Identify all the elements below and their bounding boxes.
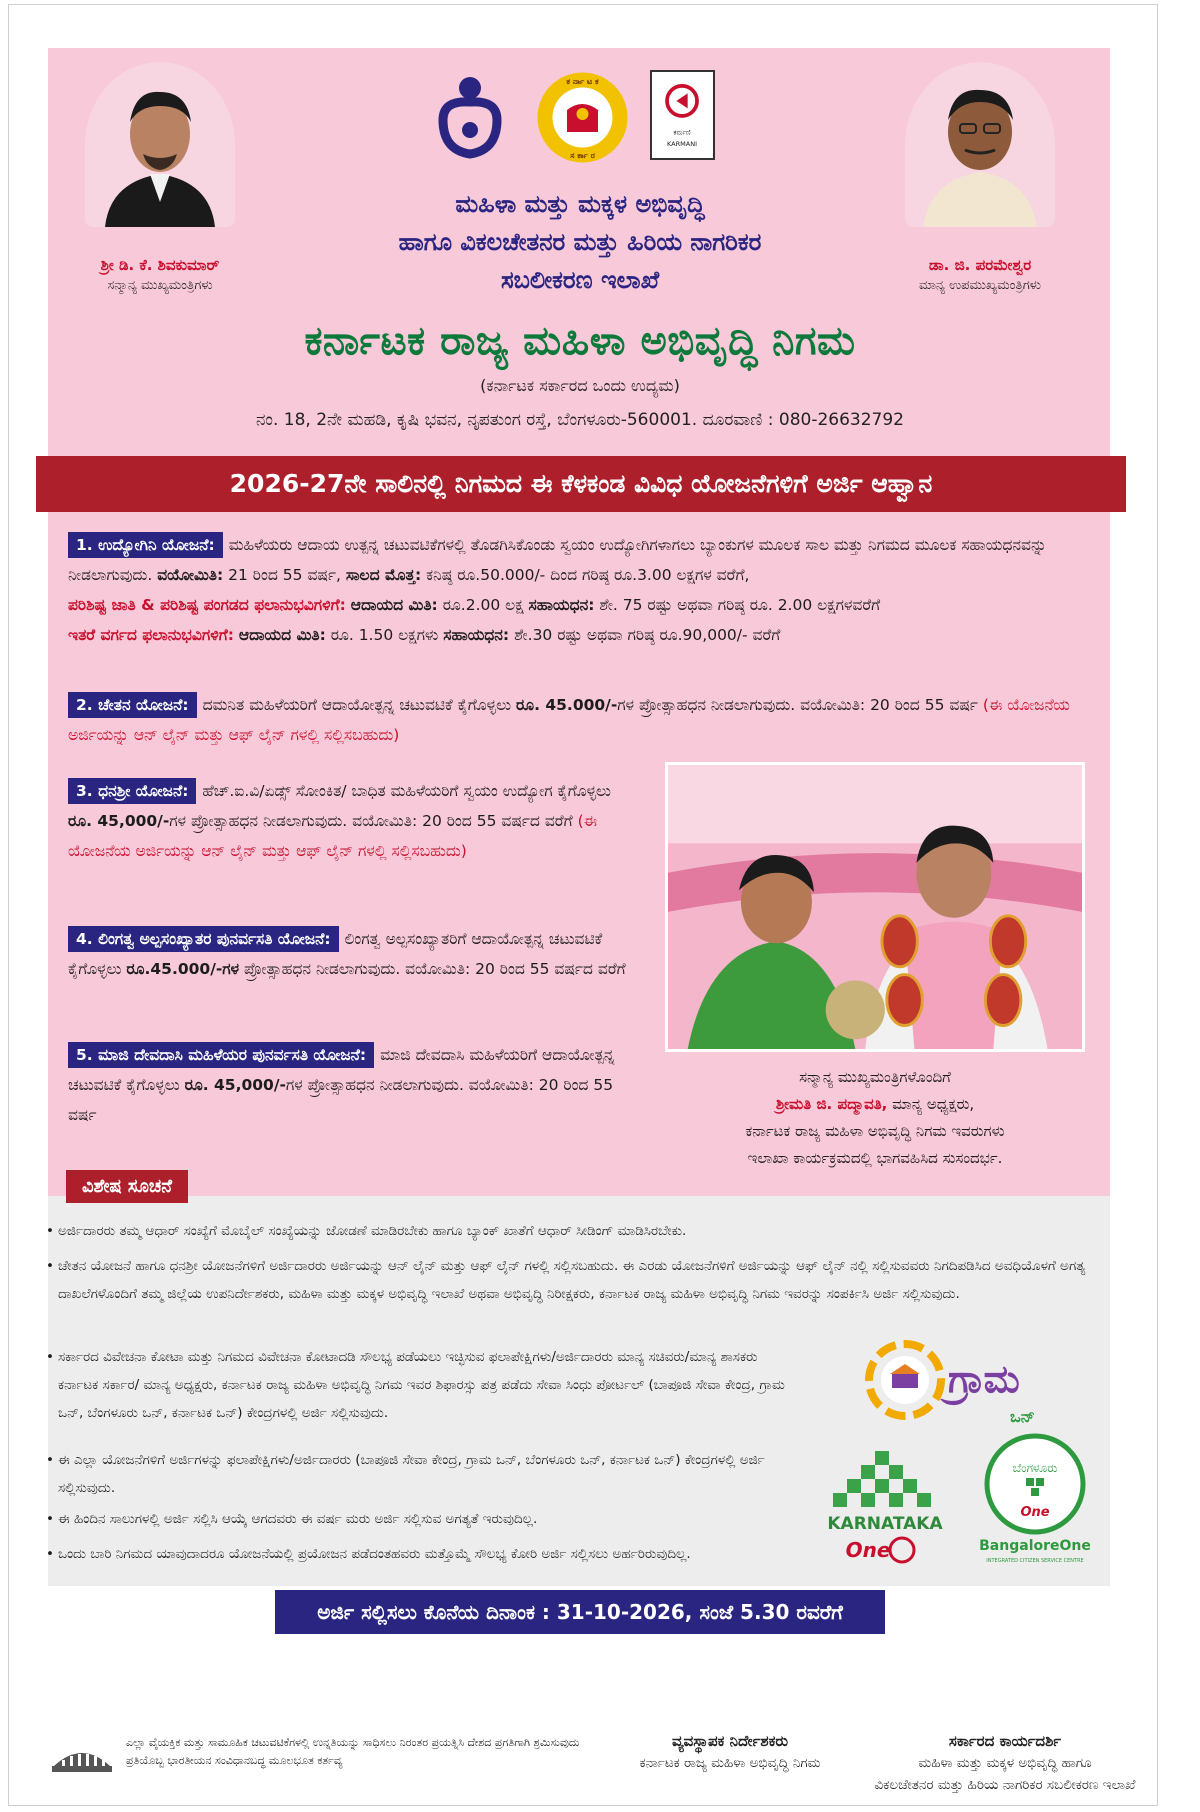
secretary-org-1: ಮಹಿಳಾ ಮತ್ತು ಮಕ್ಕಳ ಅಭಿವೃದ್ಧಿ ಹಾಗೂ	[918, 1755, 1092, 1771]
department-line-3: ಸಬಲೀಕರಣ ಇಲಾಖೆ	[500, 266, 660, 294]
department-line-2: ಹಾಗೂ ವಿಕಲಚೇತನರ ಮತ್ತು ಹಿರಿಯ ನಾಗರಿಕರ	[398, 228, 762, 256]
fundamental-duty-note: ಎಲ್ಲಾ ವೈಯಕ್ತಿಕ ಮತ್ತು ಸಾಮೂಹಿಕ ಚಟುವಟಿಕೆಗಳಲ್ಲಿ ಉನ್ನತಿಯನ್ನು ಸಾಧಿಸಲು ನಿರಂತರ ಪ್ರಯತ್ನಿಸಿ ದೇಶದ ಪ್ರಗತಿಗಾಗಿ ಶ್ರಮಿಸುವುದು ಪ್ರತಿಯೊಬ್ಬ ಭಾರತೀಯನ ಸಂವಿಧಾನಬದ್ಧ ಮೂಲಭೂತ ಕರ್ತವ್ಯ	[126, 1736, 580, 1767]
scheme-text: ದಮನಿತ ಮಹಿಳೆಯರಿಗೆ ಆದಾಯೋತ್ಪನ್ನ ಚಟುವಟಿಕೆ ಕೈಗೊಳ್ಳಲು	[202, 696, 512, 714]
sc-subsidy-label: ಸಹಾಯಧನ:	[528, 596, 595, 614]
scheme-title: 1. ಉದ್ಯೋಗಿನಿ ಯೋಜನೆ:	[68, 532, 223, 558]
scheme-amount: ರೂ. 45,000/-	[68, 812, 170, 830]
scheme-text: ಮಹಿಳೆಯರು ಆದಾಯ ಉತ್ಪನ್ನ ಚಟುವಟಿಕೆಗಳಲ್ಲಿ ತೊಡಗಿಸಿಕೊಂಡು ಸ್ವಯಂ ಉದ್ಯೋಗಿಗಳಾಗಲು ಬ್ಯಾಂಕುಗಳ ಮೂಲಕ ಸಾಲ ಮತ್ತು ನಿಗಮದ ಮೂಲಕ ಸಹಾಯಧನವನ್ನು ನೀಡಲಾಗುವುದು.	[68, 536, 1047, 584]
organization-title: ಕರ್ನಾಟಕ ರಾಜ್ಯ ಮಹಿಳಾ ಅಭಿವೃದ್ಧಿ ನಿಗಮ	[304, 318, 856, 364]
logo-row	[435, 70, 735, 170]
event-photo	[665, 762, 1085, 1052]
sc-st-label: ಪರಿಶಿಷ್ಟ ಜಾತಿ & ಪರಿಶಿಷ್ಟ ಪಂಗಡದ ಫಲಾನುಭವಿಗಳಿಗೆ:	[68, 596, 346, 614]
secretary-title: ಸರ್ಕಾರದ ಕಾರ್ಯದರ್ಶಿ	[948, 1732, 1062, 1750]
other-subsidy-value: ಶೇ.30 ರಷ್ಟು ಅಥವಾ ಗರಿಷ್ಠ ರೂ.90,000/- ವರೆಗೆ	[514, 626, 781, 644]
bangalore-one-mark: One	[1020, 1505, 1050, 1520]
caption-name: ಶ್ರೀಮತಿ ಜಿ. ಪದ್ಮಾವತಿ,	[775, 1095, 888, 1113]
footer-note-block	[48, 1728, 608, 1788]
scheme-note: (ಈ ಯೋಜನೆಯ ಅರ್ಜಿಯನ್ನು ಆನ್ ಲೈನ್ ಮತ್ತು ಆಫ್ ಲೈನ್ ಗಳಲ್ಲಿ ಸಲ್ಲಿಸಬಹುದು)	[68, 696, 1070, 744]
scheme-amount: ರೂ. 45.000/-	[515, 696, 618, 714]
parliament-icon	[48, 1736, 116, 1776]
caption-line-4: ಇಲಾಖಾ ಕಾರ್ಯಕ್ರಮದಲ್ಲಿ ಭಾಗವಹಿಸಿದ ಸುಸಂದರ್ಭ.	[747, 1149, 1003, 1167]
caption-line-3: ಕರ್ನಾಟಕ ರಾಜ್ಯ ಮಹಿಳಾ ಅಭಿವೃದ್ಧಿ ನಿಗಮ ಇವರುಗಳು	[745, 1122, 1005, 1140]
scheme-title: 3. ಧನಶ್ರೀ ಯೋಜನೆ:	[68, 778, 196, 804]
karnataka-one-logo	[820, 1445, 950, 1575]
scheme-udyogini	[68, 530, 1098, 650]
bengaluru-kn: ಬೆಂಗಳೂರು	[1012, 1461, 1058, 1475]
sc-subsidy-value: ಶೇ. 75 ರಷ್ಟು ಅಥವಾ ಗರಿಷ್ಠ ರೂ. 2.00 ಲಕ್ಷಗಳವರೆಗೆ	[599, 596, 881, 614]
scheme-transgender-rehab	[68, 924, 633, 984]
leader-right-photo	[905, 62, 1055, 227]
notice-item: • ಒಂದು ಬಾರಿ ನಿಗಮದ ಯಾವುದಾದರೂ ಯೋಜನೆಯಲ್ಲಿ ಪ್ರಯೋಜನ ಪಡೆದಂತಹವರು ಮತ್ತೊಮ್ಮೆ ಸೌಲಭ್ಯ ಕೋರಿ ಅರ್ಜಿ ಸಲ್ಲಿಸಲು ಅರ್ಹರಿರುವುದಿಲ್ಲ.	[58, 1540, 798, 1568]
loan-value: ಕನಿಷ್ಠ ರೂ.50.000/- ದಿಂದ ಗರಿಷ್ಠ ರೂ.3.00 ಲಕ್ಷಗಳ ವರೆಗೆ,	[426, 566, 750, 584]
scheme-devadasi-rehab	[68, 1040, 633, 1130]
grama-one-word: ಒನ್	[1010, 1407, 1035, 1426]
leader-right-role: ಮಾನ್ಯ ಉಪಮುಖ್ಯಮಂತ್ರಿಗಳು	[918, 278, 1042, 293]
karmani-en-text: KARMANI	[666, 139, 698, 148]
leader-right-name: ಡಾ. ಜಿ. ಪರಮೇಶ್ವರ	[928, 256, 1032, 274]
md-title: ವ್ಯವಸ್ಥಾಪಕ ನಿರ್ದೇಶಕರು	[671, 1732, 789, 1750]
emblem-top-text: ಕ ರ್ನಾ ಟ ಕ	[566, 77, 599, 86]
scheme-text-2: ಪ್ರೋತ್ಸಾಹಧನ ನೀಡಲಾಗುವುದು. ವಯೋಮಿತಿ: 20 ರಿಂದ 55 ವರ್ಷದ ವರೆಗೆ	[244, 960, 626, 978]
other-category-label: ಇತರೆ ವರ್ಗದ ಫಲಾನುಭವಿಗಳಿಗೆ:	[68, 626, 234, 644]
managing-director-signature	[610, 1730, 850, 1774]
sc-income-value: ರೂ.2.00 ಲಕ್ಷ	[442, 596, 524, 614]
karnataka-word: KARNATAKA	[827, 1514, 943, 1534]
scheme-title: 2. ಚೇತನ ಯೋಜನೆ:	[68, 692, 197, 718]
other-income-value: ರೂ. 1.50 ಲಕ್ಷಗಳು	[330, 626, 439, 644]
contact-info: ಹೆಚ್ಚಿನ ಮಾಹಿತಿಗಾಗಿ ಜಿಲ್ಲೆಯ ಉಪ ನಿರ್ದೇಶಕರು, ಮಹಿಳಾ ಮತ್ತು ಮಕ್ಕಳ ಅಭಿವೃದ್ಧಿ ಇಲಾಖೆ ಹಾಗೂ ಜಿಲ್ಲೆಯ ಅಭಿವೃದ್ಧಿ ನಿರೀಕ್ಷಕರು, ಕರ್ನಾಟಕ ರಾಜ್ಯ ಮಹಿಳಾ ಅಭಿವೃದ್ಧಿ ನಿಗಮ ಅಥವಾ ನಿಗಮದ ವೆಬ್ ಸೈಟ್ (https://kswdc.karnataka.gov.in) ಸಂಪರ್ಕಿಸುವುದು. ದೂರವಾಣಿ ಸಂಖ್ಯೆ:080 26632792/080-26632973	[83, 1647, 1077, 1701]
md-org: ಕರ್ನಾಟಕ ರಾಜ್ಯ ಮಹಿಳಾ ಅಭಿವೃದ್ಧಿ ನಿಗಮ	[639, 1755, 821, 1771]
leader-left-photo	[85, 62, 235, 227]
special-notice-title: ವಿಶೇಷ ಸೂಚನೆ	[66, 1170, 188, 1203]
scheme-title: 5. ಮಾಜಿ ದೇವದಾಸಿ ಮಹಿಳೆಯರ ಪುನರ್ವಸತಿ ಯೋಜನೆ:	[68, 1042, 374, 1068]
age-value: 21 ರಿಂದ 55 ವರ್ಷ,	[228, 566, 341, 584]
deadline-banner: ಅರ್ಜಿ ಸಲ್ಲಿಸಲು ಕೊನೆಯ ದಿನಾಂಕ : 31-10-2026, ಸಂಜೆ 5.30 ರವರೆಗೆ	[275, 1590, 885, 1634]
scheme-note: (ಈ ಯೋಜನೆಯ ಅರ್ಜಿಯನ್ನು ಆನ್ ಲೈನ್ ಮತ್ತು ಆಫ್ ಲೈನ್ ಗಳಲ್ಲಿ ಸಲ್ಲಿಸಬಹುದು)	[68, 812, 598, 860]
scheme-amount: ರೂ.45.000/-ಗಳ	[126, 960, 240, 978]
leader-left-name: ಶ್ರೀ ಡಿ. ಕೆ. ಶಿವಕುಮಾರ್	[100, 256, 220, 274]
bangalore-one-logo	[980, 1432, 1090, 1572]
scheme-text-2: ಗಳ ಪ್ರೋತ್ಸಾಹಧನ ನೀಡಲಾಗುವುದು. ವಯೋಮಿತಿ: 20 ರಿಂದ 55 ವರ್ಷ	[617, 696, 978, 714]
grama-word: ಗ್ರಾಮ	[948, 1357, 1020, 1401]
notice-item: • ಅರ್ಜಿದಾರರು ತಮ್ಮ ಆಧಾರ್ ಸಂಖ್ಯೆಗೆ ಮೊಬೈಲ್ ಸಂಖ್ಯೆಯನ್ನು ಜೋಡಣೆ ಮಾಡಿರಬೇಕು ಹಾಗೂ ಬ್ಯಾಂಕ್ ಖಾತೆಗೆ ಆಧಾರ್ ಸೀಡಿಂಗ್ ಮಾಡಿಸಿರಬೇಕು.	[58, 1217, 1098, 1245]
karmani-kn-text: ಕರ್ಮಣಿ	[673, 128, 691, 137]
secretary-org-2: ವಿಕಲಚೇತನರ ಮತ್ತು ಹಿರಿಯ ನಾಗರಿಕರ ಸಬಲೀಕರಣ ಇಲಾಖೆ	[874, 1777, 1136, 1793]
bangalore-one-tagline: INTEGRATED CITIZEN SERVICE CENTRE	[986, 1558, 1084, 1564]
photo-caption	[650, 1064, 1100, 1172]
karmani-logo	[650, 70, 715, 160]
emblem-bottom-text: ಸ ರ್ಕಾ ರ	[570, 151, 595, 160]
scheme-chetana	[68, 690, 1098, 750]
organization-address: ನಂ. 18, 2ನೇ ಮಹಡಿ, ಕೃಷಿ ಭವನ, ನೃಪತುಂಗ ರಸ್ತೆ, ಬೆಂಗಳೂರು-560001. ದೂರವಾಣಿ : 080-26632792	[255, 410, 904, 430]
scheme-text: ಹೆಚ್.ಐ.ವಿ/ಏಡ್ಸ್ ಸೋಂಕಿತ/ ಬಾಧಿತ ಮಹಿಳೆಯರಿಗೆ ಸ್ವಯಂ ಉದ್ಯೋಗ ಕೈಗೊಳ್ಳಲು	[202, 782, 611, 800]
scheme-text: ಮಾಜಿ ದೇವದಾಸಿ ಮಹಿಳೆಯರಿಗೆ ಆದಾಯೋತ್ಪನ್ನ ಚಟುವಟಿಕೆ ಕೈಗೊಳ್ಳಲು	[68, 1046, 615, 1094]
bangalore-one-word: BangaloreOne	[980, 1538, 1090, 1554]
notice-item: • ಈ ಹಿಂದಿನ ಸಾಲುಗಳಲ್ಲಿ ಅರ್ಜಿ ಸಲ್ಲಿಸಿ ಆಯ್ಕೆ ಆಗದವರು ಈ ವರ್ಷ ಮರು ಅರ್ಜಿ ಸಲ್ಲಿಸುವ ಅಗತ್ಯತೆ ಇರುವುದಿಲ್ಲ.	[58, 1505, 798, 1533]
organization-subtitle: (ಕರ್ನಾಟಕ ಸರ್ಕಾರದ ಒಂದು ಉದ್ಯಮ)	[480, 376, 680, 395]
leader-left-role: ಸನ್ಮಾನ್ಯ ಮುಖ್ಯಮಂತ್ರಿಗಳು	[107, 278, 213, 293]
notice-item: • ಸರ್ಕಾರದ ವಿವೇಚನಾ ಕೋಟಾ ಮತ್ತು ನಿಗಮದ ವಿವೇಚನಾ ಕೋಟಾದಡಿ ಸೌಲಭ್ಯ ಪಡೆಯಲು ಇಚ್ಛಿಸುವ ಫಲಾಪೇಕ್ಷಿಗಳು/ಅರ್ಜಿದಾರರು ಮಾನ್ಯ ಸಚಿವರು/ಮಾನ್ಯ ಶಾಸಕರು ಕರ್ನಾಟಕ ಸರ್ಕಾರ/ ಮಾನ್ಯ ಅಧ್ಯಕ್ಷರು, ಕರ್ನಾಟಕ ರಾಜ್ಯ ಮಹಿಳಾ ಅಭಿವೃದ್ಧಿ ನಿಗಮ ಇವರ ಶಿಫಾರಸ್ಸು ಪತ್ರ ಪಡೆದು ಸೇವಾ ಸಿಂಧು ಪೋರ್ಟಲ್ (ಬಾಪೂಜಿ ಸೇವಾ ಕೇಂದ್ರ, ಗ್ರಾಮ ಒನ್, ಬೆಂಗಳೂರು ಒನ್, ಕರ್ನಾಟಕ ಒನ್) ಕೇಂದ್ರಗಳಲ್ಲಿ ಅರ್ಜಿ ಸಲ್ಲಿಸುವುದು.	[58, 1343, 798, 1427]
scheme-text: ಲಿಂಗತ್ವ ಅಲ್ಪಸಂಖ್ಯಾತರಿಗೆ ಆದಾಯೋತ್ಪನ್ನ ಚಟುವಟಿಕೆ ಕೈಗೊಳ್ಳಲು	[68, 930, 603, 978]
scheme-text-2: ಗಳ ಪ್ರೋತ್ಸಾಹಧನ ನೀಡಲಾಗುವುದು. ವಯೋಮಿತಿ: 20 ರಿಂದ 55 ವರ್ಷ	[68, 1076, 614, 1124]
applications-banner: 2026-27ನೇ ಸಾಲಿನಲ್ಲಿ ನಿಗಮದ ಈ ಕೆಳಕಂಡ ವಿವಿಧ ಯೋಜನೆಗಳಿಗೆ ಅರ್ಜಿ ಆಹ್ವಾನ	[36, 456, 1126, 512]
age-label: ವಯೋಮಿತಿ:	[157, 566, 224, 584]
grama-one-logo	[860, 1330, 1060, 1430]
loan-label: ಸಾಲದ ಮೊತ್ತ:	[345, 566, 422, 584]
one-word: One	[845, 1538, 891, 1562]
notice-item: • ಈ ಎಲ್ಲಾ ಯೋಜನೆಗಳಿಗೆ ಅರ್ಜಿಗಳನ್ನು ಫಲಾಪೇಕ್ಷಿಗಳು/ಅರ್ಜಿದಾರರು (ಬಾಪೂಜಿ ಸೇವಾ ಕೇಂದ್ರ, ಗ್ರಾಮ ಒನ್, ಬೆಂಗಳೂರು ಒನ್, ಕರ್ನಾಟಕ ಒನ್) ಕೇಂದ್ರಗಳಲ್ಲಿ ಅರ್ಜಿ ಸಲ್ಲಿಸುವುದು.	[58, 1446, 798, 1502]
department-line-1: ಮಹಿಳಾ ಮತ್ತು ಮಕ್ಕಳ ಅಭಿವೃದ್ಧಿ	[455, 190, 705, 218]
secretary-signature	[860, 1730, 1150, 1796]
notice-item: • ಚೇತನ ಯೋಜನೆ ಹಾಗೂ ಧನಶ್ರೀ ಯೋಜನೆಗಳಿಗೆ ಅರ್ಜಿದಾರರು ಅರ್ಜಿಯನ್ನು ಆನ್ ಲೈನ್ ಮತ್ತು ಆಫ್ ಲೈನ್ ಗಳಲ್ಲಿ ಸಲ್ಲಿಸಬಹುದು. ಈ ಎರಡು ಯೋಜನೆಗಳಿಗೆ ಅರ್ಜಿಯನ್ನು ಆಫ್ ಲೈನ್ ನಲ್ಲಿ ಸಲ್ಲಿಸುವವರು ನಿಗದಿಪಡಿಸಿದ ಅವಧಿಯೊಳಗೆ ಅಗತ್ಯ ದಾಖಲೆಗಳೊಂದಿಗೆ ತಮ್ಮ ಜಿಲ್ಲೆಯ ಉಪನಿರ್ದೇಶಕರು, ಮಹಿಳಾ ಮತ್ತು ಮಕ್ಕಳ ಅಭಿವೃದ್ಧಿ ಇಲಾಖೆ ಅಥವಾ ಅಭಿವೃದ್ಧಿ ನಿರೀಕ್ಷಕರು, ಕರ್ನಾಟಕ ರಾಜ್ಯ ಮಹಿಳಾ ಅಭಿವೃದ್ಧಿ ನಿಗಮ ಇವರನ್ನು ಸಂಪರ್ಕಿಸಿ ಅರ್ಜಿ ಸಲ್ಲಿಸುವುದು.	[58, 1252, 1098, 1308]
sc-income-label: ಆದಾಯದ ಮಿತಿ:	[350, 596, 438, 614]
scheme-dhanashree	[68, 776, 633, 866]
scheme-amount: ರೂ. 45,000/-	[184, 1076, 286, 1094]
karnataka-emblem-logo	[535, 70, 630, 165]
caption-line-1: ಸನ್ಮಾನ್ಯ ಮುಖ್ಯಮಂತ್ರಿಗಳೊಂದಿಗೆ	[799, 1068, 951, 1086]
other-income-label: ಆದಾಯದ ಮಿತಿ:	[238, 626, 326, 644]
caption-line-2: ಮಾನ್ಯ ಅಧ್ಯಕ್ಷರು,	[892, 1095, 975, 1113]
other-subsidy-label: ಸಹಾಯಧನ:	[443, 626, 510, 644]
scheme-title: 4. ಲಿಂಗತ್ವ ಅಲ್ಪಸಂಖ್ಯಾತರ ಪುನರ್ವಸತಿ ಯೋಜನೆ:	[68, 926, 339, 952]
scheme-text-2: ಗಳ ಪ್ರೋತ್ಸಾಹಧನ ನೀಡಲಾಗುವುದು. ವಯೋಮಿತಿ: 20 ರಿಂದ 55 ವರ್ಷದ ವರೆಗೆ	[169, 812, 573, 830]
women-child-logo-icon	[435, 70, 505, 160]
